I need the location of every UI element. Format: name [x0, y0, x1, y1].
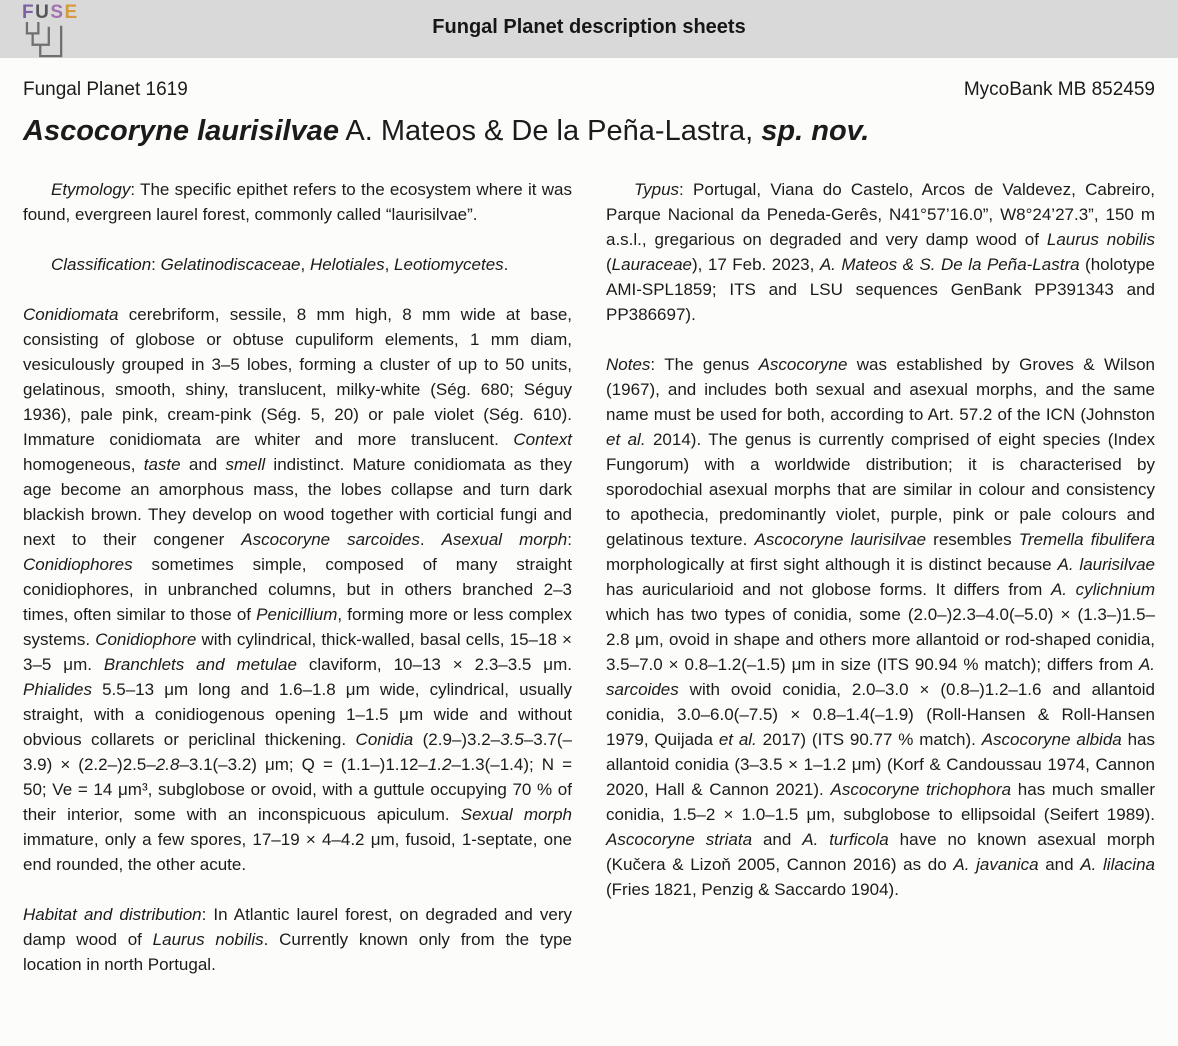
text-segment: ), 17 Feb. 2023,	[692, 255, 820, 274]
text-segment: A. Mateos & S. De la Peña-Lastra	[819, 255, 1080, 274]
text-segment: morphologically at first sight although it is distinct because	[606, 555, 1058, 574]
text-segment: indistinct. Mature conidiomata as they age become an amorphous mass, the lobes collapse and turn dark blackish brown. They develop on wood together with corticial fungi and next to their congener	[23, 455, 572, 549]
text-segment: –1.3(–1.4); N = 50; Ve = 14 μm³, subglobose or ovoid, with a guttule occupying 70 % of their interior, some with an inconspicuous apiculum.	[23, 755, 572, 824]
text-segment: Laurus nobilis	[152, 930, 264, 949]
text-segment: Conidiophore	[95, 630, 197, 649]
text-segment: –3.1(–3.2) μm; Q = (1.1–)1.12–	[179, 755, 428, 774]
text-segment: Gelatinodiscaceae	[160, 255, 301, 274]
text-segment: A. turficola	[802, 830, 889, 849]
text-segment: Ascocoryne laurisilvae	[23, 115, 339, 147]
text-segment: .	[503, 255, 509, 274]
text-segment: et al.	[718, 730, 757, 749]
text-segment: which has two types of conidia, some (2.0–)2.3–4.0(–5.0) × (1.3–)1.5–2.8 μm, ovoid in shape and others more allantoid or rod-shaped conidia, 3.5–7.0 × 0.8–1.2(–1.5) μm in size (ITS 90.94 % match); differs from	[606, 605, 1155, 674]
text-segment: ,	[300, 255, 310, 274]
text-segment: (Fries 1821, Penzig & Saccardo 1904).	[606, 880, 899, 899]
text-segment: Etymology	[51, 180, 131, 199]
text-segment: resembles	[926, 530, 1019, 549]
text-segment: Asexual morph	[441, 530, 568, 549]
text-segment: Conidia	[355, 730, 414, 749]
text-segment: :	[151, 255, 161, 274]
text-segment: : Portugal, Viana do Castelo, Arcos de Valdevez, Cabreiro, Parque Nacional da Peneda-Gerês, N41°57’16.0”, W8°24’27.3”, 150 m a.s.l., gregarious on degraded and very damp wood of	[606, 180, 1155, 249]
text-segment: .	[419, 530, 442, 549]
text-segment: Ascocoryne striata	[606, 830, 753, 849]
mycobank-number-label: MycoBank MB 852459	[963, 79, 1155, 100]
text-segment: (	[606, 255, 612, 274]
text-segment: :	[567, 530, 572, 549]
text-segment: Context	[513, 430, 572, 449]
text-segment: Laurus nobilis	[1046, 230, 1155, 249]
text-segment: A. lilacina	[1080, 855, 1155, 874]
text-segment: has allantoid conidia (3–3.5 × 1–1.2 μm) (Korf & Candoussau 1974, Cannon 2020, Hall & Cannon 2021).	[606, 730, 1155, 799]
text-segment: A. javanica	[953, 855, 1039, 874]
description-paragraph	[23, 302, 572, 877]
logo-letter: E	[64, 2, 79, 23]
text-segment: . Currently known only from the type location in north Portugal.	[23, 930, 572, 974]
text-segment: Ascocoryne trichophora	[830, 780, 1012, 799]
text-segment: Ascocoryne albida	[981, 730, 1122, 749]
text-segment: Lauraceae	[611, 255, 693, 274]
top-banner	[0, 0, 1178, 58]
text-segment: : The genus	[650, 355, 759, 374]
text-segment: and	[1038, 855, 1081, 874]
text-segment: with ovoid conidia, 2.0–3.0 × (0.8–)1.2–1.6 and allantoid conidia, 3.0–6.0(–7.5) × 0.8–1.4(–1.9) (Roll-Hansen & Roll-Hansen 1979, Quijada	[606, 680, 1155, 749]
text-segment: A. sarcoides	[606, 655, 1155, 699]
text-segment: sometimes simple, composed of many straight conidiophores, in unbranched columns, but in others branched 2–3 times, often similar to those of	[23, 555, 572, 624]
text-segment: Phialides	[23, 680, 92, 699]
text-segment: Classification	[51, 255, 152, 274]
text-segment: homogeneous,	[23, 455, 144, 474]
text-segment: Sexual morph	[460, 805, 572, 824]
text-segment: ,	[384, 255, 395, 274]
text-segment: 5.5–13 μm long and 1.6–1.8 μm wide, cylindrical, usually straight, with a conidiogenous opening 1–1.5 μm wide and without obvious collarets or periclinal thickening.	[23, 680, 572, 749]
species-title	[23, 112, 1155, 150]
text-segment: et al.	[606, 430, 646, 449]
text-segment: with cylindrical, thick-walled, basal cells, 15–18 × 3–5 μm.	[23, 630, 572, 674]
classification-paragraph	[23, 252, 572, 277]
left-column	[23, 177, 572, 977]
text-segment: have no known asexual morph (Kučera & Lizoň 2005, Cannon 2016) as do	[606, 830, 1156, 874]
typus-paragraph	[606, 177, 1155, 327]
text-segment: has much smaller conidia, 1.5–2 × 1.0–1.5 μm, subglobose to ellipsoidal (Seifert 1989).	[606, 780, 1156, 824]
text-segment: , forming more or less complex systems.	[23, 605, 572, 649]
logo-letter: U	[35, 2, 51, 23]
text-segment: sp. nov.	[761, 115, 870, 147]
two-column-body	[23, 177, 1155, 977]
text-segment: Notes	[606, 355, 651, 374]
text-segment: and	[180, 455, 226, 474]
text-segment: (holotype AMI-SPL1859; ITS and LSU sequences GenBank PP391343 and PP386697).	[606, 255, 1155, 324]
description-sheet	[0, 79, 1178, 977]
text-segment: Penicillium	[256, 605, 338, 624]
sheet-number-label: Fungal Planet 1619	[23, 79, 188, 100]
text-segment: A. Mateos & De la Peña-Lastra,	[338, 115, 762, 147]
text-segment: A. cylichnium	[1050, 580, 1156, 599]
text-segment: : The specific epithet refers to the ecosystem where it was found, evergreen laurel forest, commonly called “laurisilvae”.	[23, 180, 572, 224]
text-segment: 1.2	[427, 755, 452, 774]
text-segment: Ascocoryne	[758, 355, 848, 374]
text-segment: Ascocoryne sarcoides	[241, 530, 420, 549]
right-column	[606, 177, 1155, 977]
text-segment: Helotiales	[309, 255, 385, 274]
text-segment: was established by Groves & Wilson (1967), and includes both sexual and asexual morphs, and the same name must be used for both, according to Art. 57.2 of the ICN (Johnston	[606, 355, 1155, 424]
text-segment: Conidiophores	[23, 555, 133, 574]
text-segment: and	[752, 830, 803, 849]
text-segment: Habitat and distribution	[23, 905, 202, 924]
text-segment: : In Atlantic laurel forest, on degraded and very damp wood of	[23, 905, 573, 949]
banner-title: Fungal Planet description sheets	[432, 16, 746, 38]
text-segment: taste	[143, 455, 181, 474]
text-segment: has auricularioid and not globose forms. It differs from	[606, 580, 1051, 599]
text-segment: 2014). The genus is currently comprised of eight species (Index Fungorum) with a worldwide distribution; it is characterised by sporodochial asexual morphs that are similar in colour and consistency to apothecia, predominantly violet, purple, pink or pale colours and gelatinous texture.	[606, 430, 1155, 549]
text-segment: Ascocoryne laurisilvae	[754, 530, 927, 549]
text-segment: Leotiomycetes	[394, 255, 504, 274]
text-segment: smell	[225, 455, 266, 474]
logo-letter: F	[22, 2, 36, 23]
text-segment: A. laurisilvae	[1057, 555, 1156, 574]
text-segment: Typus	[634, 180, 680, 199]
sheet-header-row	[23, 79, 1155, 101]
notes-paragraph	[606, 352, 1155, 902]
text-segment: Branchlets and metulae	[103, 655, 297, 674]
text-segment: 3.5	[500, 730, 524, 749]
text-segment: immature, only a few spores, 17–19 × 4–4.2 μm, fusoid, 1-septate, one end rounded, the other acute.	[23, 830, 572, 874]
text-segment: Conidiomata	[23, 305, 119, 324]
logo-letter: S	[50, 2, 65, 23]
etymology-paragraph	[23, 177, 572, 227]
text-segment: 2017) (ITS 90.77 % match).	[756, 730, 982, 749]
habitat-distribution-paragraph	[23, 902, 572, 977]
text-segment: claviform, 10–13 × 2.3–3.5 μm.	[296, 655, 572, 674]
text-segment: cerebriform, sessile, 8 mm high, 8 mm wide at base, consisting of globose or obtuse cupuliform elements, 1 mm diam, vesiculously grouped in 3–5 lobes, forming a cluster of up to 50 units, gelatinous, smooth, shiny, translucent, milky-white (Ség. 680; Séguy 1936), pale pink, cream-pink (Ség. 5, 20) or pale violet (Ség. 610). Immature conidiomata are whiter and more translucent.	[23, 305, 572, 449]
text-segment: –3.7(–3.9) × (2.2–)2.5–	[23, 730, 572, 774]
text-segment: Tremella fibulifera	[1018, 530, 1155, 549]
text-segment: (2.9–)3.2–	[413, 730, 501, 749]
text-segment: 2.8	[155, 755, 180, 774]
